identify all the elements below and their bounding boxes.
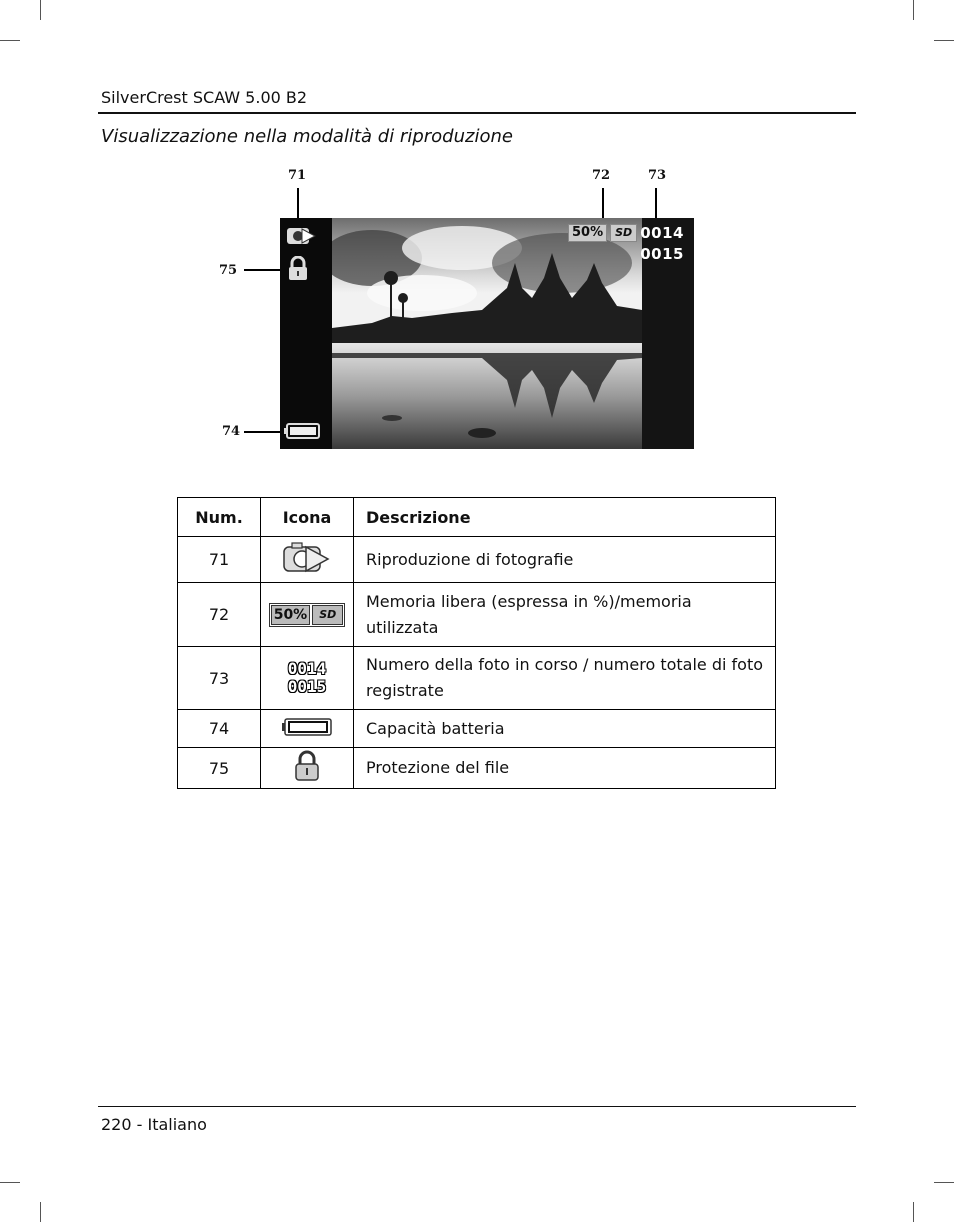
badge-percent: 50% <box>271 605 311 625</box>
table-row <box>178 537 776 583</box>
row-desc: Riproduzione di fotografie <box>354 537 776 583</box>
header-icon: Icona <box>261 498 354 537</box>
sd-card-label: SD <box>610 224 637 242</box>
counter-line-2: 0015 <box>287 677 327 696</box>
leader-line-71 <box>297 188 299 219</box>
crop-mark <box>913 1202 914 1222</box>
table-row <box>178 748 776 789</box>
crop-mark <box>934 40 954 41</box>
section-title: Visualizzazione nella modalità di riproduzione <box>101 126 513 147</box>
playback-photo-icon <box>282 541 332 575</box>
row-num: 75 <box>178 748 261 789</box>
icon-legend-table <box>177 497 776 789</box>
row-desc: Protezione del file <box>354 748 776 789</box>
battery-icon <box>281 717 333 737</box>
crop-mark <box>0 40 20 41</box>
leader-line-75 <box>244 269 282 271</box>
table-row <box>178 710 776 748</box>
memory-sd-icon <box>269 603 346 627</box>
battery-icon <box>284 423 320 439</box>
sample-photo <box>332 218 642 449</box>
page-footer: 220 - Italiano <box>101 1115 207 1134</box>
counter-panel <box>642 218 694 449</box>
table-row <box>178 583 776 647</box>
row-desc: Numero della foto in corso / numero totale di foto registrate <box>354 647 776 710</box>
memory-percent: 50% <box>568 224 607 242</box>
lock-icon <box>294 750 320 782</box>
memory-sd-badge <box>568 224 637 242</box>
crop-mark <box>934 1182 954 1183</box>
row-num: 72 <box>178 583 261 647</box>
leader-line-73 <box>655 188 657 219</box>
header-num: Num. <box>178 498 261 537</box>
callout-72: 72 <box>592 168 611 183</box>
row-desc: Memoria libera (espressa in %)/memoria utilizzata <box>354 583 776 647</box>
crop-mark <box>40 0 41 20</box>
camera-playback-screen <box>280 218 694 449</box>
page-header-product: SilverCrest SCAW 5.00 B2 <box>101 88 308 107</box>
row-icon-cell <box>261 710 354 748</box>
table-header-row <box>178 498 776 537</box>
callout-71: 71 <box>288 168 307 183</box>
crop-mark <box>40 1202 41 1222</box>
callout-75: 75 <box>219 263 238 278</box>
callout-73: 73 <box>648 168 667 183</box>
total-photo-number: 0015 <box>640 245 684 263</box>
badge-card: SD <box>312 605 343 625</box>
row-icon-cell <box>261 748 354 789</box>
header-desc: Descrizione <box>354 498 776 537</box>
table-row <box>178 647 776 710</box>
playback-mode-icon <box>286 225 316 247</box>
crop-mark <box>0 1182 20 1183</box>
row-num: 71 <box>178 537 261 583</box>
photo-counter-icon <box>288 660 327 696</box>
lock-icon <box>287 256 309 282</box>
callout-74: 74 <box>222 424 241 439</box>
row-num: 74 <box>178 710 261 748</box>
footer-rule <box>98 1106 856 1107</box>
current-photo-number: 0014 <box>640 224 684 242</box>
row-desc: Capacità batteria <box>354 710 776 748</box>
row-num: 73 <box>178 647 261 710</box>
crop-mark <box>913 0 914 20</box>
counter-line-1: 0014 <box>287 659 327 678</box>
leader-line-72 <box>602 188 604 219</box>
row-icon-cell <box>261 537 354 583</box>
row-icon-cell <box>261 647 354 710</box>
row-icon-cell <box>261 583 354 647</box>
header-rule <box>98 112 856 114</box>
leader-line-74 <box>244 431 282 433</box>
